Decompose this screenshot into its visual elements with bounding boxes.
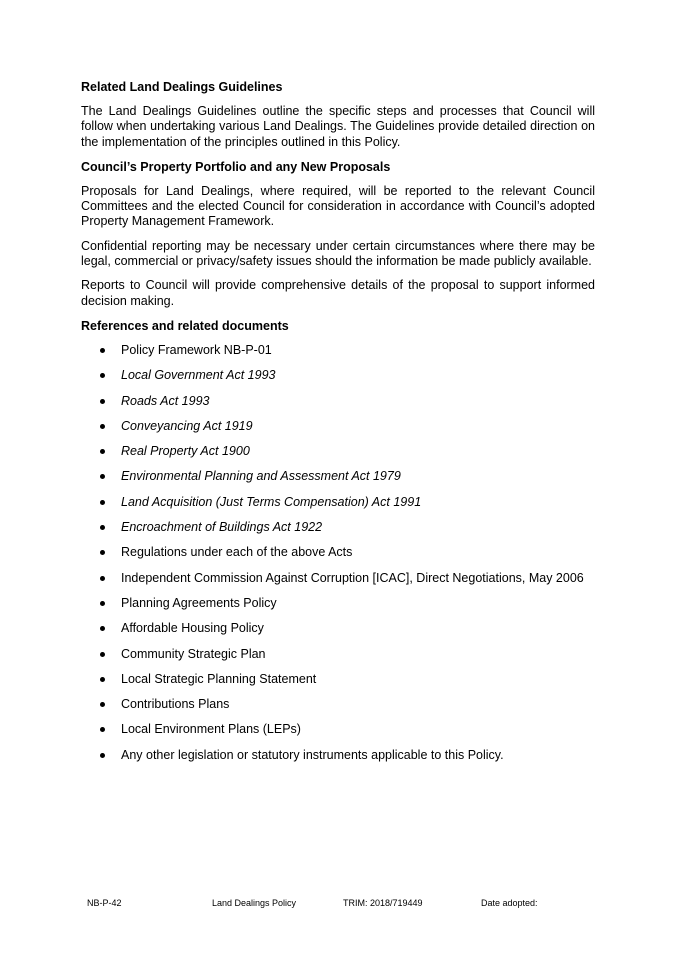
list-item [81,697,595,712]
reference-text: Any other legislation or statutory instruments applicable to this Policy. [121,747,504,762]
reference-text: Local Strategic Planning Statement [121,671,317,686]
bullet-icon [100,399,105,404]
bullet-icon [100,500,105,505]
paragraph-proposals: Proposals for Land Dealings, where required, will be reported to the relevant Council Committees and the elected Council for consideration in accordance with Council’s adopted Property Management Framework. [81,183,595,229]
paragraph-confidential: Confidential reporting may be necessary under certain circumstances where there may be legal, commercial or privacy/safety issues should the information be made publicly available. [81,238,595,269]
reference-text: Conveyancing Act 1919 [121,418,253,433]
list-item [81,748,595,763]
list-item [81,520,595,535]
reference-text: Environmental Planning and Assessment Act 1979 [121,469,401,484]
paragraph-reports: Reports to Council will provide comprehensive details of the proposal to support informed decision making. [81,278,595,308]
reference-text: Local Environment Plans (LEPs) [121,722,301,737]
bullet-icon [100,702,105,707]
reference-text: Roads Act 1993 [121,393,210,408]
list-item [81,621,595,636]
bullet-icon [100,424,105,429]
section-heading-portfolio: Council’s Property Portfolio and any New Proposals [81,159,391,174]
reference-text: Regulations under each of the above Acts [121,545,353,560]
reference-text: Land Acquisition (Just Terms Compensation) Act 1991 [121,494,422,509]
reference-text: Real Property Act 1900 [121,444,250,459]
footer-policy-name: Land Dealings Policy [212,898,297,908]
bullet-icon [100,550,105,555]
reference-text: Local Government Act 1993 [121,368,276,383]
reference-text: Encroachment of Buildings Act 1922 [121,520,323,535]
list-item [81,596,595,611]
footer-date-adopted: Date adopted: [481,898,538,908]
reference-text: Community Strategic Plan [121,646,266,661]
list-item [81,722,595,737]
paragraph-guidelines: The Land Dealings Guidelines outline the specific steps and processes that Council will follow when undertaking various Land Dealings. The Guidelines provide detailed direction on the implementation of the principles outlined in this Policy. [81,104,595,149]
list-item [81,672,595,687]
bullet-icon [100,348,105,353]
bullet-icon [100,677,105,682]
list-item [81,469,595,484]
section-heading-references: References and related documents [81,318,289,333]
bullet-icon [100,449,105,454]
bullet-icon [100,626,105,631]
list-item [81,495,595,510]
list-item [81,444,595,459]
bullet-icon [100,474,105,479]
bullet-icon [100,576,105,581]
footer-trim: TRIM: 2018/719449 [343,898,423,908]
section-heading-guidelines: Related Land Dealings Guidelines [81,80,283,94]
reference-text: Planning Agreements Policy [121,595,277,610]
list-item [81,571,595,586]
reference-text: Contributions Plans [121,697,230,712]
list-item [81,343,595,358]
reference-text: Independent Commission Against Corruption [ICAC], Direct Negotiations, May 2006 [121,570,584,585]
list-item [81,647,595,662]
document-body [81,79,595,773]
reference-text: Affordable Housing Policy [121,621,264,636]
list-item [81,545,595,560]
bullet-icon [100,601,105,606]
bullet-icon [100,525,105,530]
bullet-icon [100,727,105,732]
references-list [81,343,595,763]
bullet-icon [100,652,105,657]
footer-policy-number: NB-P-42 [87,898,122,908]
list-item [81,419,595,434]
list-item [81,368,595,383]
list-item [81,394,595,409]
bullet-icon [100,753,105,758]
bullet-icon [100,373,105,378]
reference-text: Policy Framework NB-P-01 [121,342,272,357]
